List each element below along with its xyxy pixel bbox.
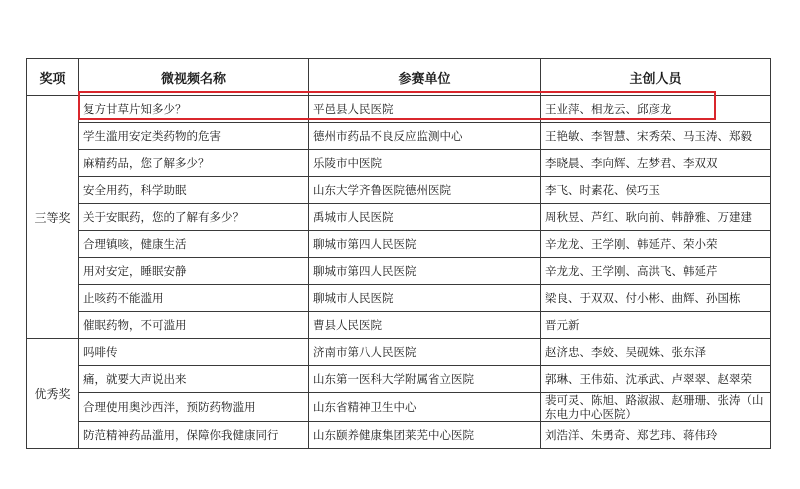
video-title-cell: 合理使用奥沙西泮，预防药物滥用: [79, 393, 309, 422]
award-third-prize: 三等奖: [27, 96, 79, 339]
unit-cell: 济南市第八人民医院: [309, 339, 541, 366]
table-row: [27, 366, 771, 393]
document-page: [26, 58, 771, 449]
creators-cell: 周秋昱、芦红、耿向前、韩静雅、万建建: [541, 204, 771, 231]
creators-cell: 辛龙龙、王学刚、韩延芹、荣小荣: [541, 231, 771, 258]
unit-cell: 乐陵市中医院: [309, 150, 541, 177]
unit-cell: 山东大学齐鲁医院德州医院: [309, 177, 541, 204]
creators-cell: 李飞、时素花、侯巧玉: [541, 177, 771, 204]
awards-table: [26, 58, 771, 449]
table-row: [27, 123, 771, 150]
video-title-cell: 痛，就要大声说出来: [79, 366, 309, 393]
table-row: [27, 285, 771, 312]
creators-cell: 晋元新: [541, 312, 771, 339]
creators-cell: 李晓晨、李向辉、左梦君、李双双: [541, 150, 771, 177]
header-unit: 参赛单位: [309, 59, 541, 96]
unit-cell: 聊城市人民医院: [309, 285, 541, 312]
creators-cell: 郭琳、王伟茹、沈承武、卢翠翠、赵翠荣: [541, 366, 771, 393]
unit-cell: 曹县人民医院: [309, 312, 541, 339]
creators-cell: 辛龙龙、王学刚、高洪飞、韩延芹: [541, 258, 771, 285]
table-row: [27, 339, 771, 366]
creators-cell: 赵济忠、李姣、吴砚姝、张东泽: [541, 339, 771, 366]
video-title-cell: 防范精神药品滥用，保障你我健康同行: [79, 422, 309, 449]
table-row: [27, 177, 771, 204]
video-title-cell: 催眠药物，不可滥用: [79, 312, 309, 339]
award-excellence: 优秀奖: [27, 339, 79, 449]
unit-cell: 山东省精神卫生中心: [309, 393, 541, 422]
unit-cell: 禹城市人民医院: [309, 204, 541, 231]
unit-cell: 山东第一医科大学附属省立医院: [309, 366, 541, 393]
video-title-cell: 学生滥用安定类药物的危害: [79, 123, 309, 150]
unit-cell: 聊城市第四人民医院: [309, 258, 541, 285]
table-row: [27, 231, 771, 258]
creators-cell: 王艳敏、李智慧、宋秀荣、马玉涛、郑毅: [541, 123, 771, 150]
table-row: [27, 204, 771, 231]
table-header-row: [27, 59, 771, 96]
header-award: 奖项: [27, 59, 79, 96]
video-title-cell: 合理镇咳，健康生活: [79, 231, 309, 258]
table-row: [27, 393, 771, 422]
video-title-cell: 关于安眠药，您的了解有多少？: [79, 204, 309, 231]
table-row: [27, 258, 771, 285]
video-title-cell: 麻精药品，您了解多少？: [79, 150, 309, 177]
creators-cell: 裴可灵、陈旭、路淑淑、赵珊珊、张涛（山东电力中心医院）: [541, 393, 771, 422]
unit-cell: 平邑县人民医院: [309, 96, 541, 123]
video-title-cell: 吗啡传: [79, 339, 309, 366]
video-title-cell: 安全用药，科学助眠: [79, 177, 309, 204]
table-row: [27, 150, 771, 177]
unit-cell: 德州市药品不良反应监测中心: [309, 123, 541, 150]
creators-cell: 王业萍、相龙云、邱彦龙: [541, 96, 771, 123]
table-row: [27, 422, 771, 449]
creators-cell: 刘浩洋、朱勇奇、郑艺玮、蒋伟玲: [541, 422, 771, 449]
table-row: [27, 96, 771, 123]
unit-cell: 聊城市第四人民医院: [309, 231, 541, 258]
video-title-cell: 止咳药不能滥用: [79, 285, 309, 312]
unit-cell: 山东颐养健康集团莱芜中心医院: [309, 422, 541, 449]
creators-cell: 梁良、于双双、付小彬、曲辉、孙国栋: [541, 285, 771, 312]
video-title-cell: 复方甘草片知多少？: [79, 96, 309, 123]
video-title-cell: 用对安定，睡眠安静: [79, 258, 309, 285]
table-row: [27, 312, 771, 339]
header-video-title: 微视频名称: [79, 59, 309, 96]
header-creators: 主创人员: [541, 59, 771, 96]
